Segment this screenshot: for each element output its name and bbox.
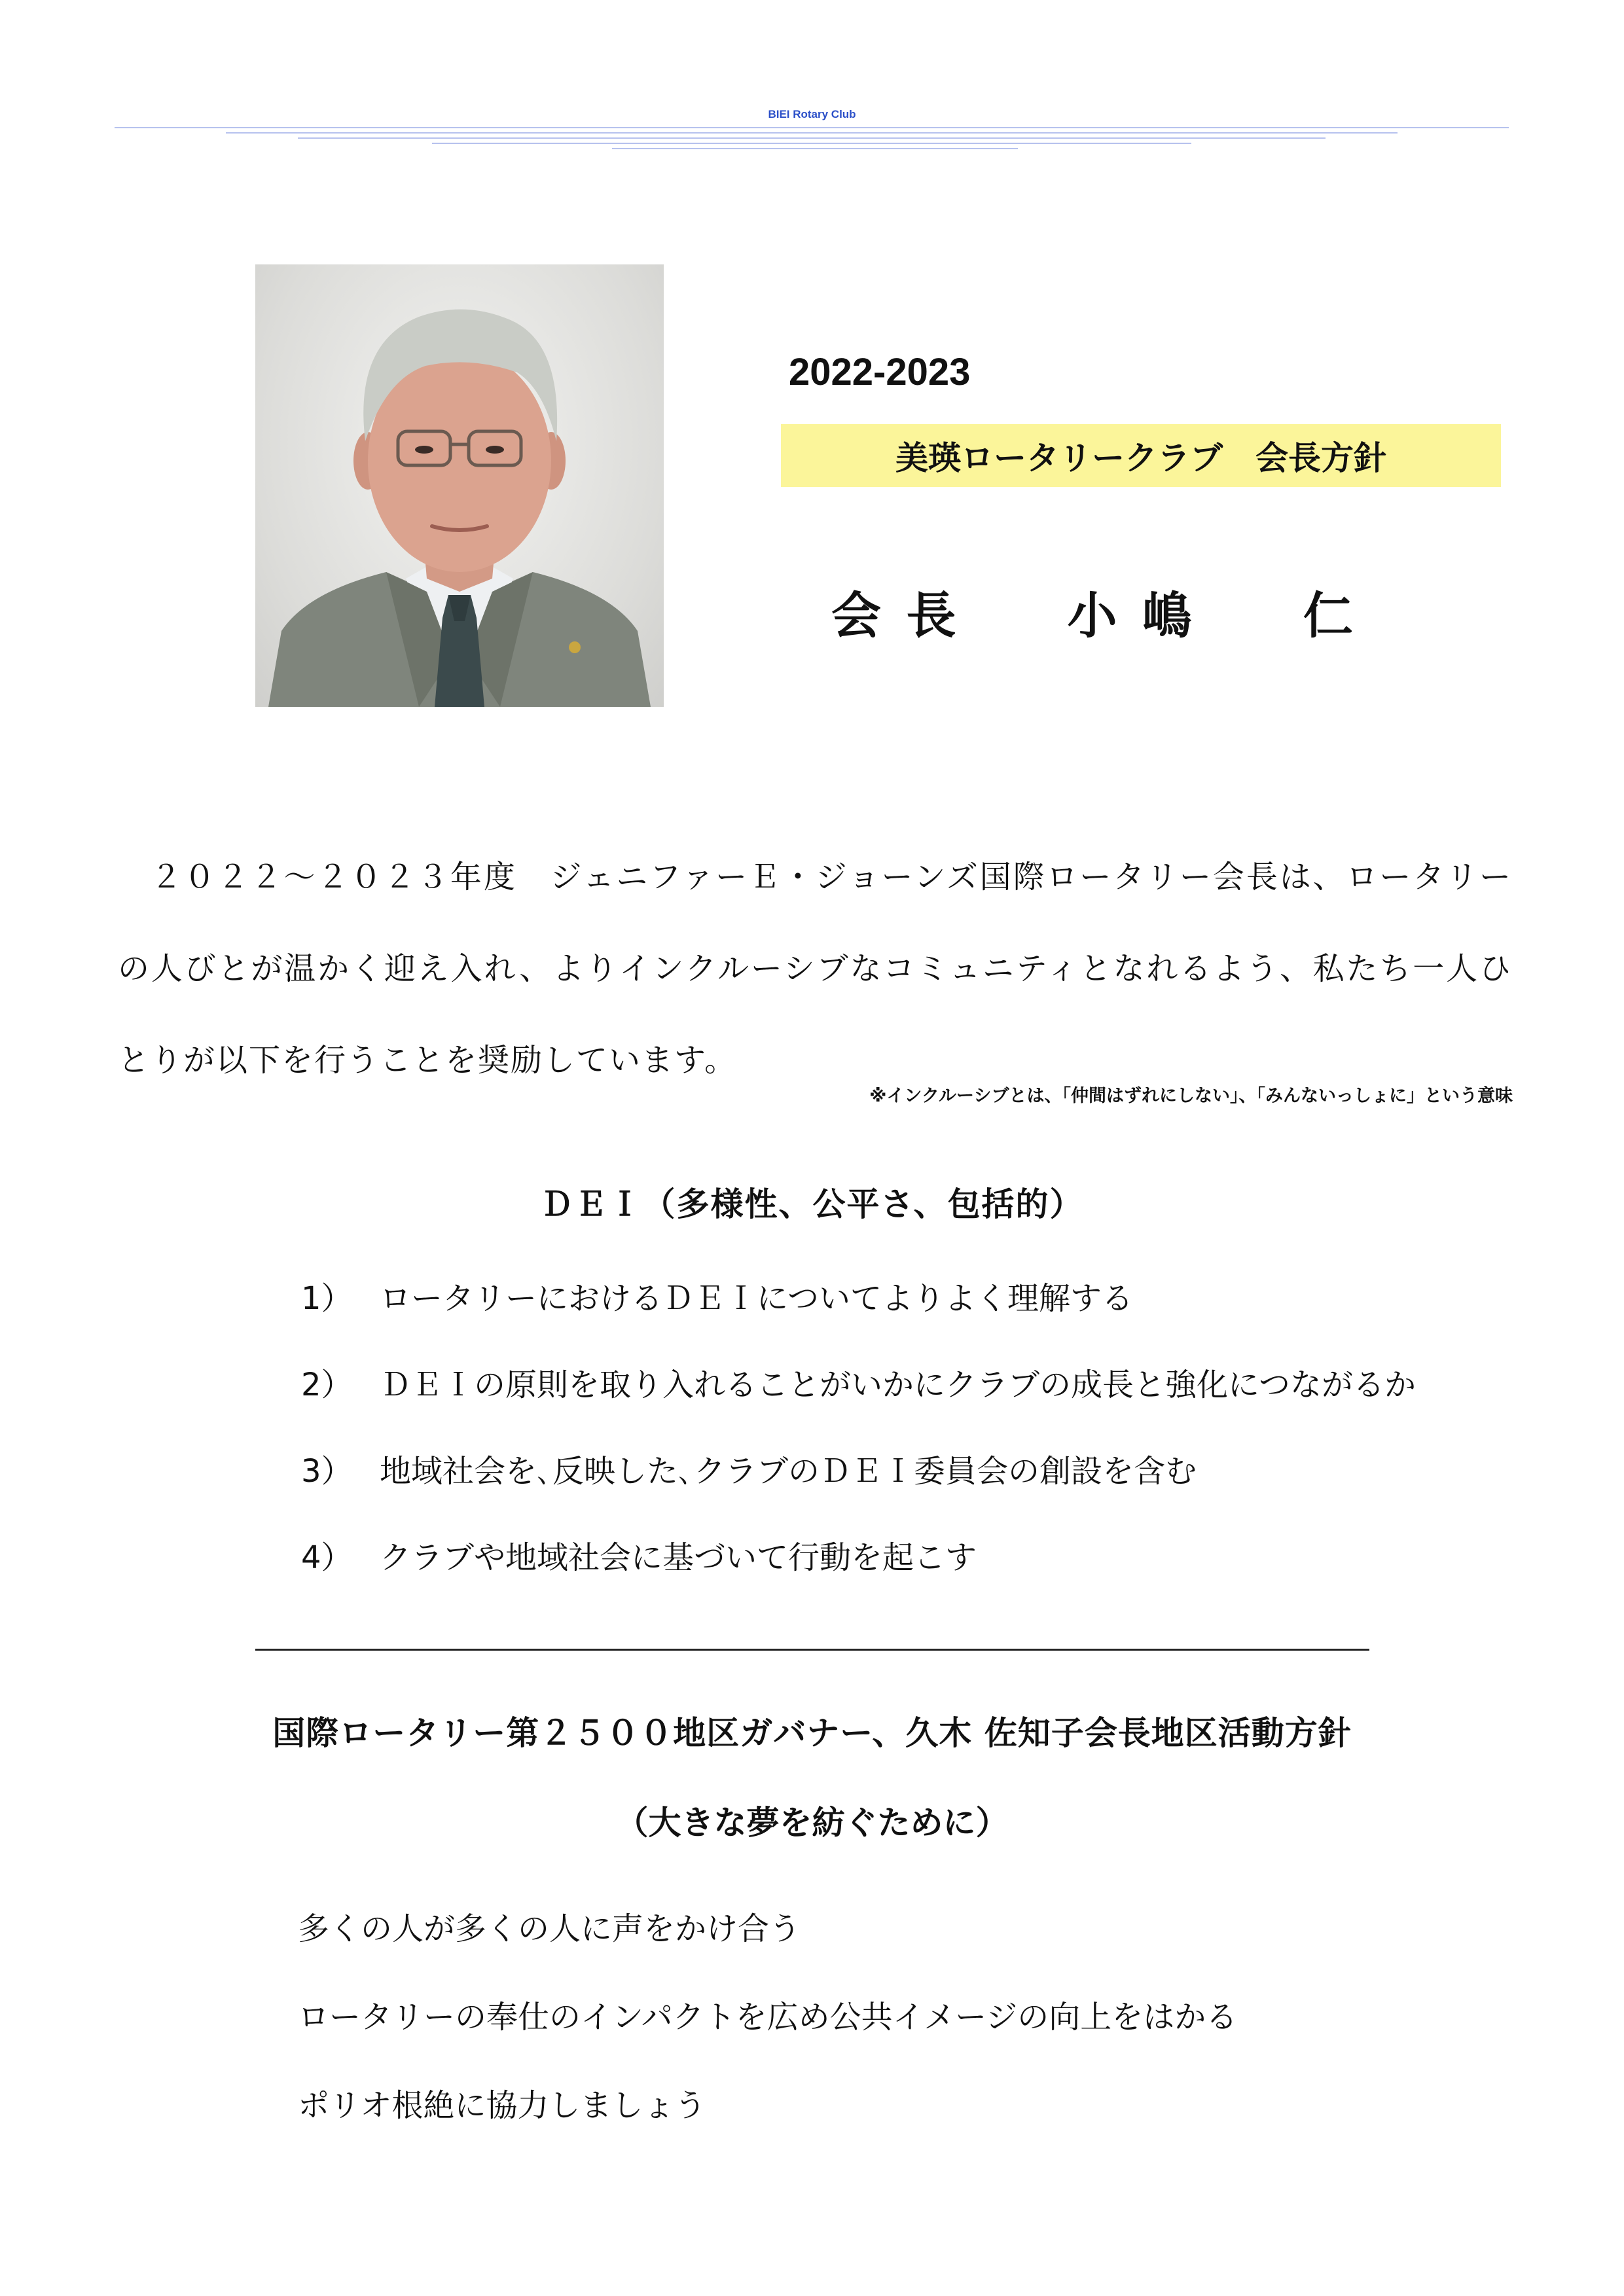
inclusive-note: ※インクルーシブとは、「仲間はずれにしない」、「みんないっしょに」という意味 [869,1086,1513,1106]
header-rule-3 [298,137,1326,139]
list-item-number: 2） [301,1367,353,1403]
dei-list [301,1273,1416,1619]
club-name: BIEI Rotary Club [768,108,856,120]
header-rule-2 [226,132,1398,134]
president-name: 会 長 小 嶋 仁 [831,586,1357,645]
list-item-text: ロータリーにおけるＤＥＩについてよりよく理解する [380,1280,1134,1317]
list-item-text: クラブや地域社会に基づいて行動を起こす [380,1539,977,1576]
list-item [301,1359,1416,1446]
list-item [301,1273,1416,1359]
list-item [301,1446,1416,1532]
president-photo [255,264,664,707]
list-item-text: 地域社会を､反映した､クラブのＤＥＩ委員会の創設を含む [380,1453,1197,1490]
dei-heading: ＤＥＩ（多様性、公平さ、包括的） [540,1185,1084,1223]
list-item-number: 1） [301,1280,353,1317]
list-item-number: 4） [301,1539,353,1576]
president-portrait-icon [255,264,664,707]
header-rule-5 [612,148,1018,149]
section-divider [255,1649,1369,1651]
list-item-text: ＤＥＩの原則を取り入れることがいかにクラブの成長と強化につながるか [380,1367,1416,1403]
governor-heading: 国際ロータリー第２５００地区ガバナー、久木 佐知子会長地区活動方針 [272,1713,1352,1752]
list-item [301,1532,1416,1619]
governor-subheading: （大きな夢を紡ぐために） [615,1803,1009,1842]
header-rule-1 [115,127,1509,128]
list-item: 多くの人が多くの人に声をかけ合う [298,1910,801,1947]
list-item: ロータリーの奉仕のインパクトを広め公共イメージの向上をはかる [298,1999,1238,2036]
fiscal-year: 2022-2023 [789,351,971,393]
header-rule-4 [432,143,1191,144]
list-item-number: 3） [301,1453,353,1490]
list-item: ポリオ根絶に協力しましょう [298,2087,706,2124]
governor-list [298,1903,1237,2168]
page-title: 美瑛ロータリークラブ 会長方針 [781,424,1501,487]
intro-paragraph: ２０２２～２０２３年度 ジェニファーＥ・ジョーンズ国際ロータリー会長は、ロータリーの人びとが温かく迎え入れ、よりインクルーシブなコミュニティとなれるよう、私たち一人ひとりが以下を行うことを奨励しています。 [118,859,1512,1079]
